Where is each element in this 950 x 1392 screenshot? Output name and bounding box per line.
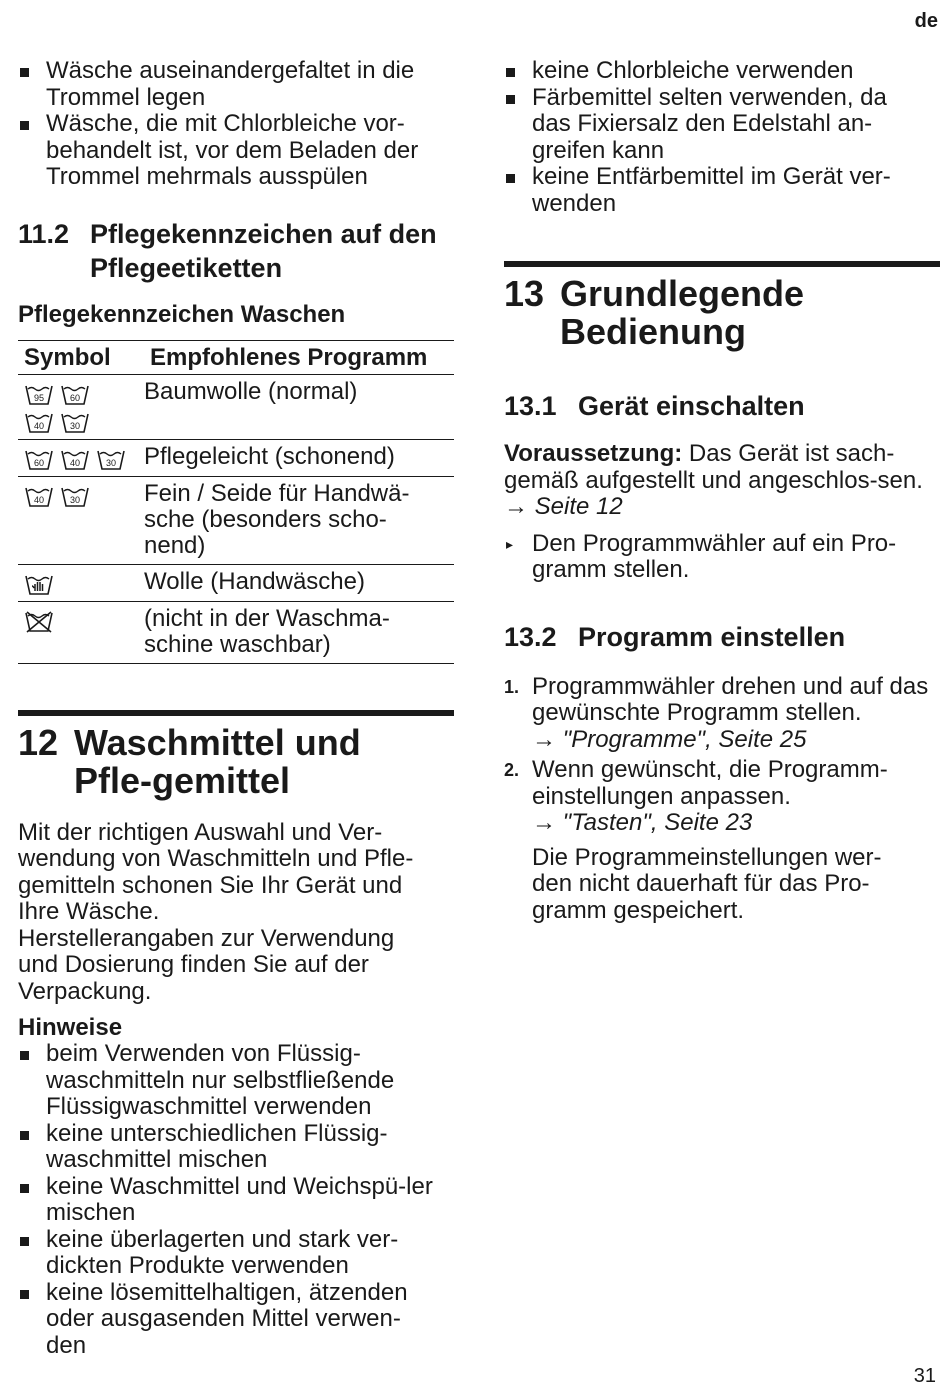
paragraph: Herstellerangaben zur Verwendung und Dosierung finden Sie auf der Verpackung. [18,924,395,1005]
svg-text:40: 40 [33,420,45,431]
chapter-number: 13 [504,273,545,314]
table-row [18,476,454,564]
step-list [504,674,940,837]
program-cell: Pflegeleicht (schonend) [144,439,454,476]
svg-text:60: 60 [33,457,45,468]
action-text: Den Programmwähler auf ein Pro-gramm stellen. [532,529,897,583]
program-cell: Fein / Seide für Handwä-sche (besonders scho-nend) [144,476,454,564]
list-item: beim Verwenden von Flüssig-waschmitteln nur selbstfließende Flüssigwaschmittel verwenden [18,1041,438,1121]
symbol-cell [18,374,144,439]
list-item: keine Entfärbemittel im Gerät ver-wenden [504,164,914,217]
list-item: Färbemittel selten verwenden, da das Fixiersalz den Edelstahl an-greifen kann [504,85,914,165]
symbol-group [24,481,114,508]
wash-60-icon [60,382,90,406]
table-row [18,601,454,663]
page-reference[interactable]: "Tasten", Seite 23 [562,809,753,836]
note-paragraph: Die Programmeinstellungen wer-den nicht dauerhaft für das Pro-gramm gespeichert. [532,843,882,924]
arrow-right-icon: → [504,493,528,520]
left-column [18,58,454,1359]
prerequisite [504,441,929,521]
chapter-number: 12 [18,721,59,763]
notes-list [18,1041,438,1359]
program-cell: Wolle (Handwäsche) [144,564,454,601]
chapter-13-heading [504,275,940,351]
list-item: keine Waschmittel und Weichspü-ler mischen [18,1174,438,1227]
svg-text:40: 40 [33,494,45,505]
svg-text:40: 40 [69,457,81,468]
prerequisite-label: Voraussetzung: [504,440,683,467]
table-row [18,374,454,439]
symbol-group [24,569,114,596]
section-number: 13.1 [504,391,557,421]
svg-text:30: 30 [69,420,81,431]
right-column [504,58,940,924]
list-item [504,757,904,837]
section-number: 13.2 [504,621,557,652]
wash-40-icon [24,484,54,508]
section-number: 11.2 [18,218,70,249]
wash-60-icon [24,447,54,471]
section-13-2-heading [504,620,940,654]
chapter-12-heading [18,721,454,801]
step-number: 1. [504,676,520,697]
page-reference[interactable]: Seite 12 [534,493,623,520]
step-number: 2. [504,760,520,780]
section-title: Pflegekennzeichen auf den Pflegeetiketten [90,218,437,283]
chapter-rule [18,710,454,716]
step-text: Wenn gewünscht, die Programm-einstellungen anpassen. [532,756,888,810]
notes-label: Hinweise [18,1014,123,1041]
list-item: Wäsche, die mit Chlorbleiche vor-behandelt ist, vor dem Beladen der Trommel mehrmals ausspülen [18,111,454,191]
arrow-right-icon: → [532,725,556,753]
list-item [504,674,940,754]
list-item: keine unterschiedlichen Flüssig-waschmittel mischen [18,1121,438,1174]
symbol-group [24,606,114,633]
section-title: Programm einstellen [578,621,846,652]
wash-95-icon [24,382,54,406]
wash-30-icon [60,410,90,434]
step-text: Programmwähler drehen und auf das gewünschte Programm stellen. [532,672,929,726]
symbol-cell [18,476,144,564]
intro-bullet-list [18,58,454,191]
table-title: Pflegekennzeichen Waschen [18,300,346,328]
wash-40-icon [60,447,90,471]
language-tag: de [914,10,938,32]
arrow-right-icon: → [532,809,556,836]
prerequisite-text: Das Gerät ist sach-gemäß aufgestellt und angeschlos-sen. [504,440,923,494]
chapter-title: Grundlegende Bedienung [560,273,805,352]
list-item: Wäsche auseinandergefaltet in die Trommel legen [18,58,448,111]
symbol-group [24,444,134,471]
triangle-bullet-icon: ▸ [506,535,514,552]
section-11-2-heading [18,217,438,285]
table-row [18,439,454,476]
list-item: keine überlagerten und stark ver-dickten Produkte verwenden [18,1227,438,1280]
chapter-rule [504,261,940,267]
care-symbol-table [18,340,454,664]
paragraph: Mit der richtigen Auswahl und Ver-wendung von Waschmitteln und Pfle-gemitteln schonen Sie Ihr Gerät und Ihre Wäsche. [18,818,414,925]
program-cell: Baumwolle (normal) [144,374,454,439]
svg-text:95: 95 [33,392,45,403]
do-not-wash-icon [24,609,54,633]
table-header-program: Empfohlenes Programm [144,340,454,374]
list-item: keine Chlorbleiche verwenden [504,58,914,85]
symbol-group [24,379,114,434]
chapter-title: Waschmittel und Pfle-gemittel [74,721,361,801]
program-cell: (nicht in der Waschma-schine waschbar) [144,601,454,663]
wash-30-icon [60,484,90,508]
table-header-symbol: Symbol [18,340,144,374]
wash-30-icon [96,447,126,471]
section-title: Gerät einschalten [578,391,805,421]
symbol-cell [18,564,144,601]
action-step [504,531,929,584]
page-reference[interactable]: "Programme", Seite 25 [562,725,807,753]
page-number: 31 [913,1365,936,1387]
table-row [18,564,454,601]
svg-text:60: 60 [69,392,81,403]
svg-text:30: 30 [105,457,117,468]
right-bullet-list [504,58,914,217]
wash-40-icon [24,410,54,434]
svg-text:30: 30 [69,494,81,505]
section-13-1-heading [504,389,940,423]
symbol-cell [18,601,144,663]
hand-wash-icon [24,572,54,596]
symbol-cell [18,439,144,476]
list-item: keine lösemittelhaltigen, ätzenden oder ausgasenden Mittel verwen-den [18,1280,438,1360]
